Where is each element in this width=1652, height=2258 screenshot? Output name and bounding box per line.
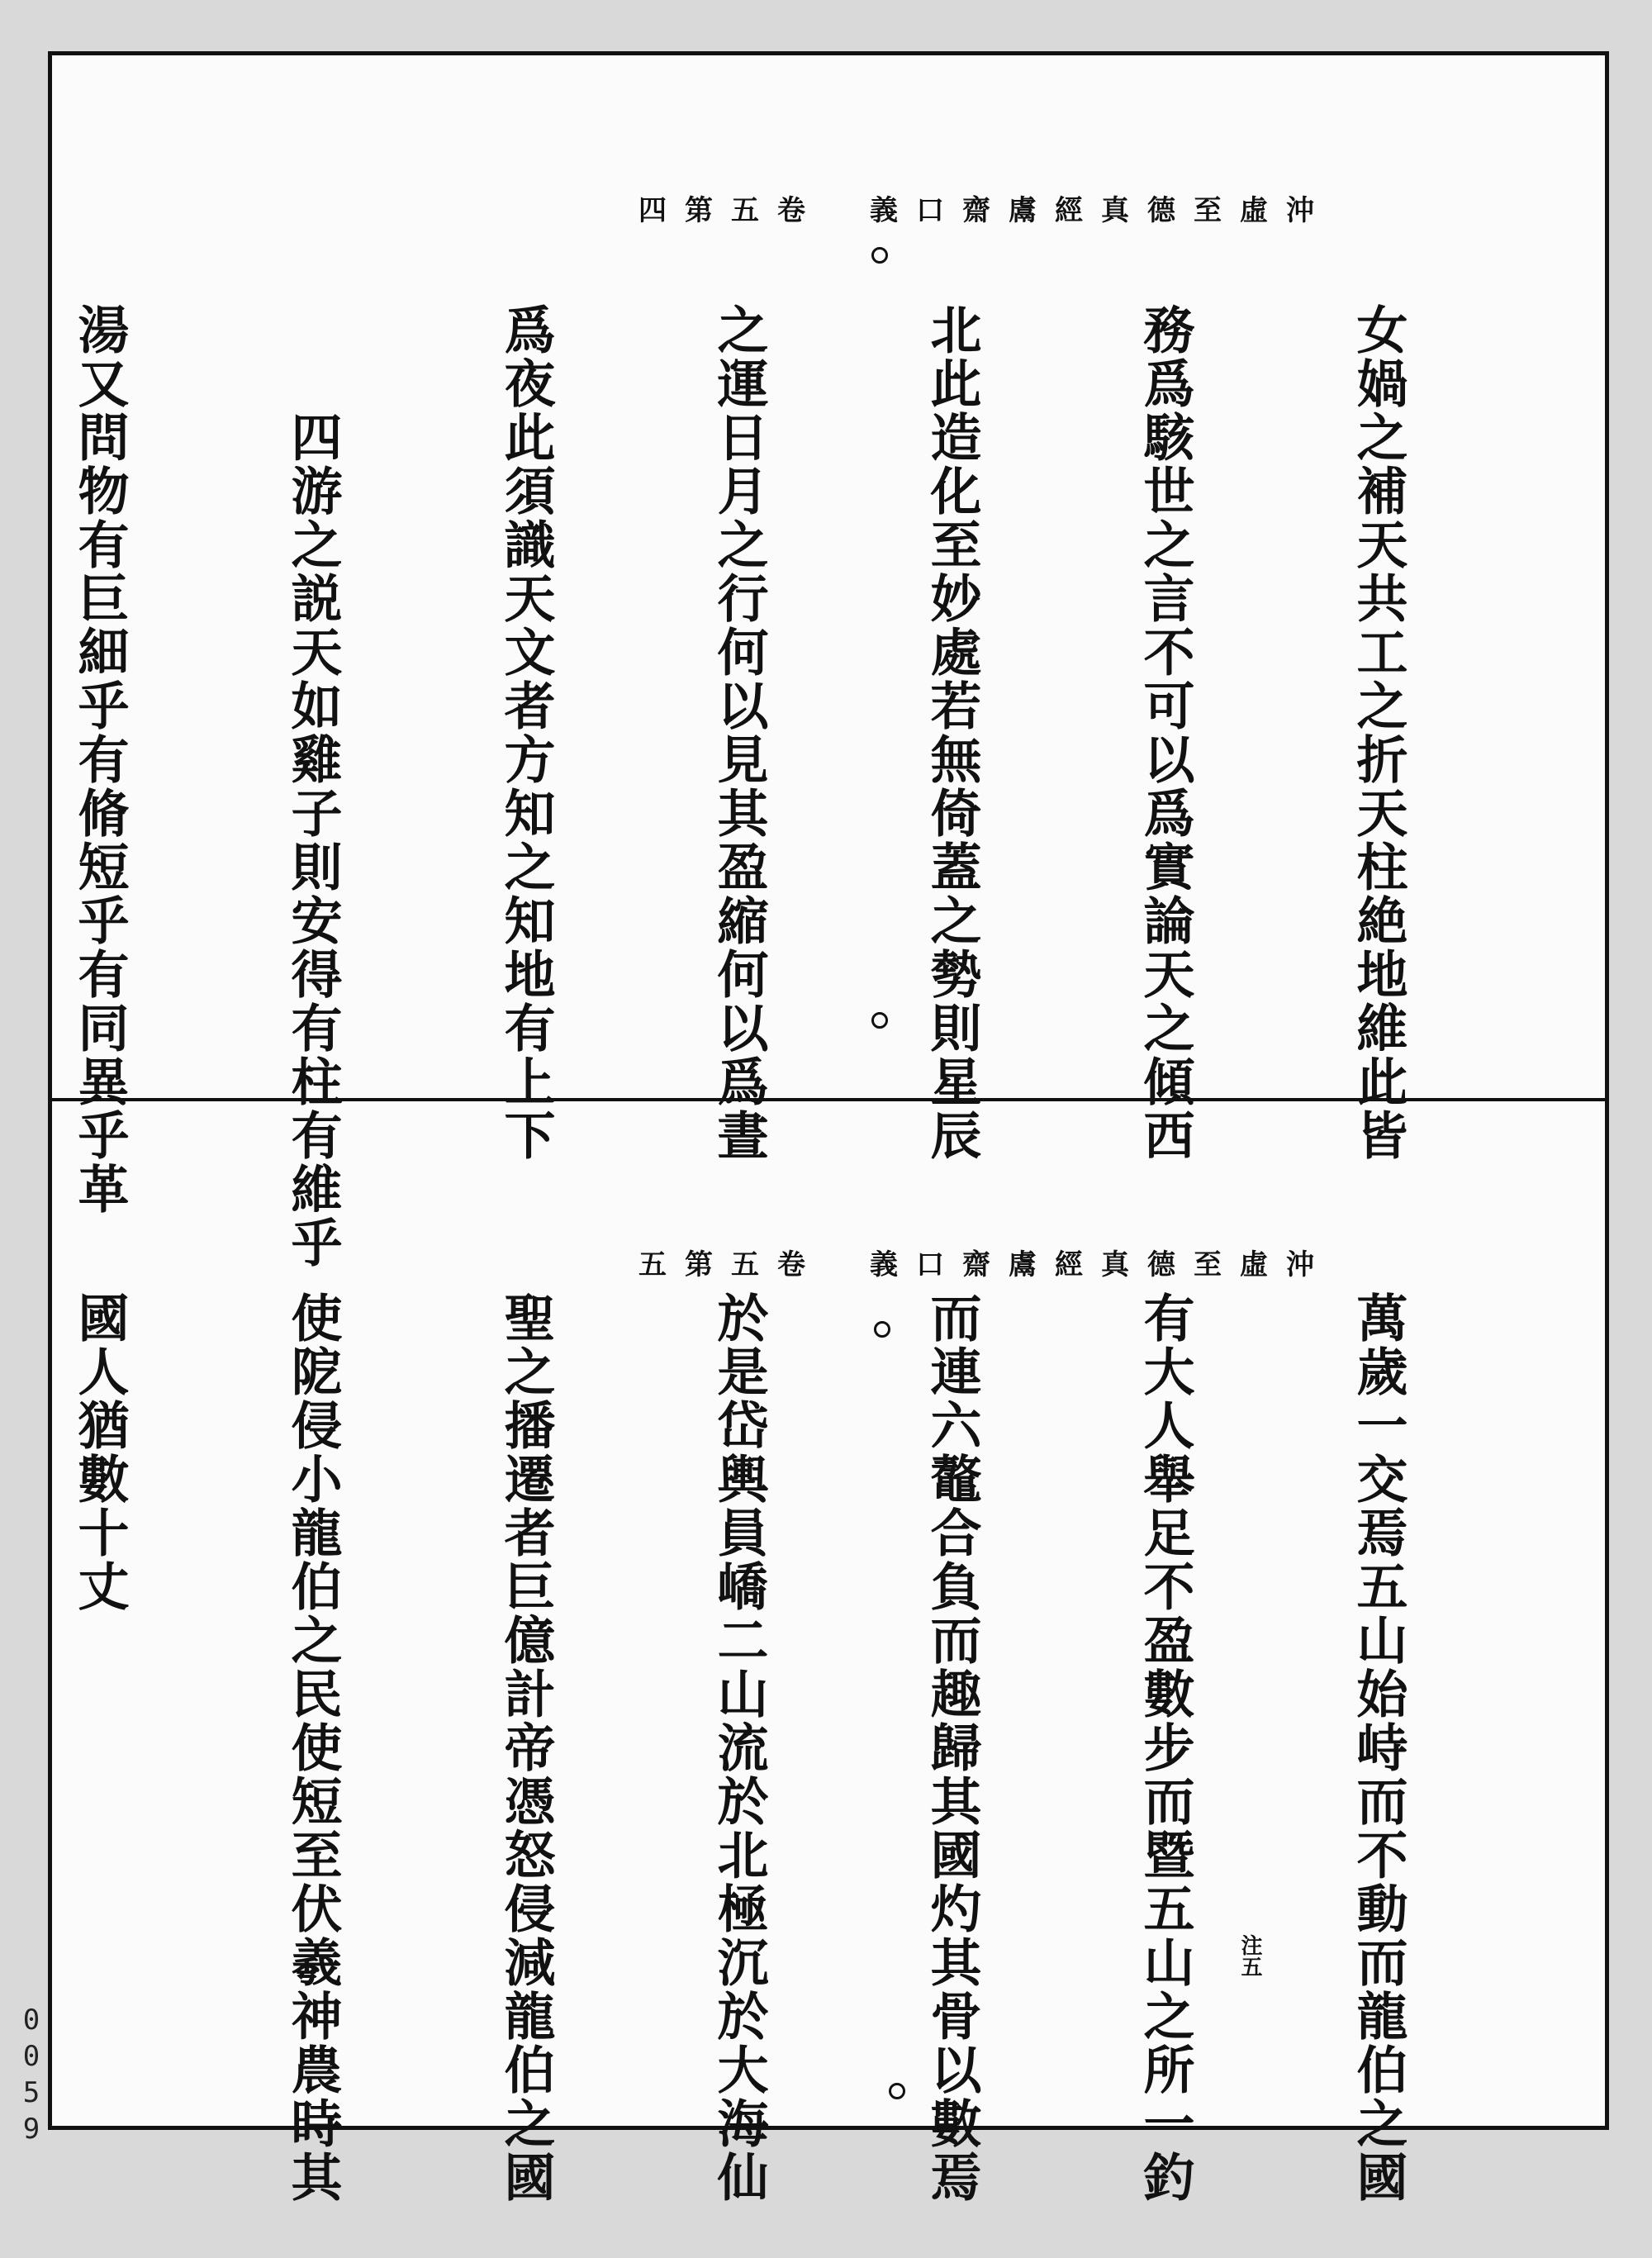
punctuation-circle: [874, 1321, 890, 1338]
text-column: 女媧之補天共工之折天柱絶地維此皆: [1348, 303, 1408, 1162]
text-column: 之運日月之行何以見其盈縮何以爲晝: [709, 303, 769, 1162]
text-column: 國人猶數十丈: [69, 1291, 130, 1614]
bottom-text-block: [0, 1291, 1555, 2204]
text-column: 使阸侵小龍伯之民使短至伏羲神農時其: [282, 1291, 343, 2204]
text-column: 聖之播遷者巨億計帝憑怒侵減龍伯之國: [496, 1291, 556, 2204]
punctuation-circle: [871, 247, 888, 264]
top-running-header: 沖虛至德真經鬳齋口義 卷五第四: [638, 194, 1332, 227]
page-frame: [48, 51, 1609, 2204]
text-column: 北此造化至妙處若無倚蓋之勢則星辰: [922, 303, 982, 1162]
text-column: 於是岱輿員嶠二山流於北極沉於大海仙: [709, 1291, 769, 2204]
text-column: 萬歲一交焉五山始峙而不動而龍伯之國: [1348, 1291, 1408, 2204]
text-column: 湯又問物有巨細乎有脩短乎有同異乎革: [69, 303, 130, 1216]
bottom-running-header: 沖虛至德真經鬳齋口義 卷五第五: [638, 1248, 1332, 1281]
punctuation-circle: [871, 1012, 888, 1029]
punctuation-circle: [889, 2083, 905, 2099]
text-column: 有大人舉足不盈數步而暨五山之所一釣: [1135, 1291, 1195, 2204]
marginal-note: 注五: [1237, 1934, 1262, 1977]
text-column: 務爲駭世之言不可以爲實論天之傾西: [1135, 303, 1195, 1162]
bottom-panel: [52, 1101, 1605, 2204]
page-number: 0059: [15, 2004, 48, 2149]
text-column: 而連六鼇合負而趣歸其國灼其骨以數焉: [922, 1291, 982, 2204]
text-column: 爲夜此須識天文者方知之知地有上下: [496, 303, 556, 1162]
text-column: 四游之説天如雞子則安得有柱有維乎: [282, 303, 343, 1270]
